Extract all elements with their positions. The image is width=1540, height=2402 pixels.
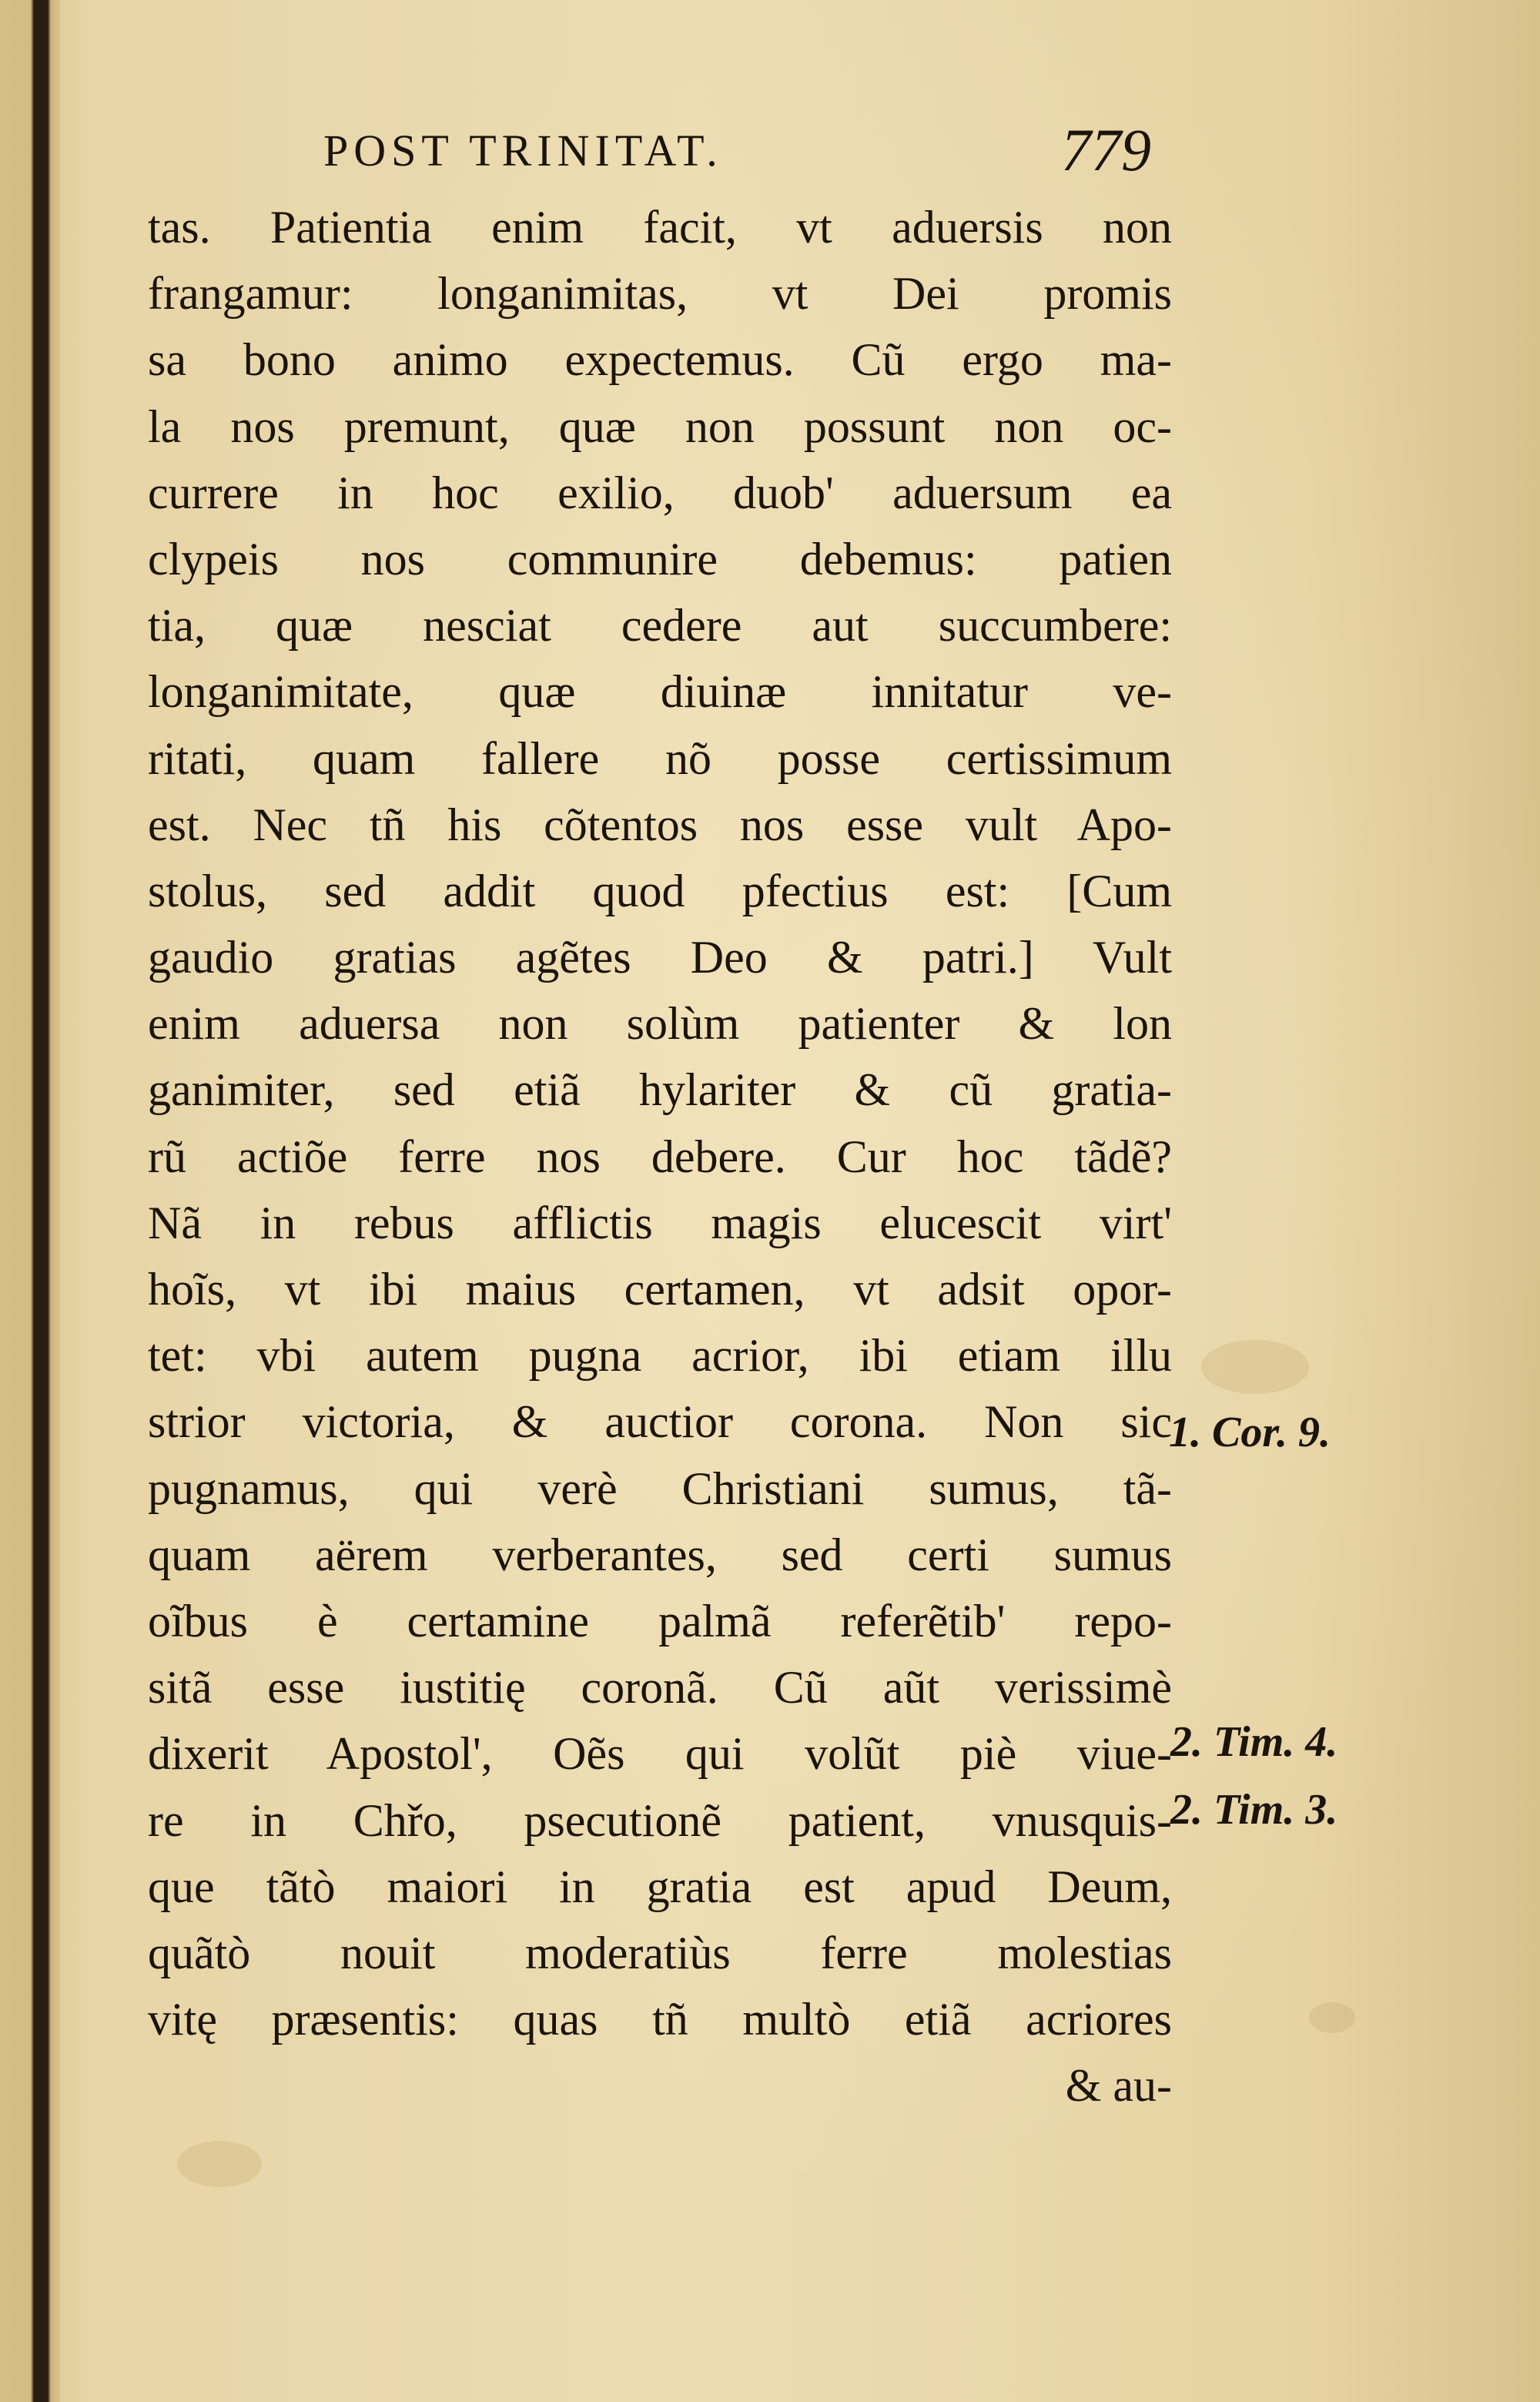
text-line: oĩbus è certamine palmã referẽtib' repo- [148,1595,1172,1647]
text-line: stolus, sed addit quod pfectius est: [Cum [148,865,1172,916]
body-text [148,194,1172,2119]
stain [1201,1340,1309,1394]
text-line: sa bono animo expectemus. Cũ ergo ma- [148,334,1172,386]
binding-edge [0,0,60,2402]
text-line: tas. Patientia enim facit, vt aduersis non [148,202,1172,253]
text-line: rũ actiõe ferre nos debere. Cur hoc tãdẽ? [148,1131,1172,1182]
stain [177,2141,262,2187]
margin-note-tim-3: 2. Tim. 3. [1170,1786,1338,1834]
text-line: pugnamus, qui verè Christiani sumus, tã- [148,1462,1172,1514]
running-head: POST TRINITAT. [323,126,723,176]
text-line: gaudio gratias agẽtes Deo & patri.] Vult [148,932,1172,983]
text-line: Nã in rebus afflictis magis elucescit virt' [148,1197,1172,1248]
text-line: sitã esse iustitię coronã. Cũ aũt verissimè [148,1662,1172,1714]
stain [1309,2002,1355,2033]
text-line: enim aduersa non solùm patienter & lon [148,998,1172,1050]
text-line: strior victoria, & auctior corona. Non sic [148,1396,1172,1448]
text-line: hoĩs, vt ibi maius certamen, vt adsit opor- [148,1264,1172,1315]
text-line: vitę præsentis: quas tñ multò etiã acriores [148,1994,1172,2045]
page-header [323,116,1170,193]
text-line: ganimiter, sed etiã hylariter & cũ gratia- [148,1064,1172,1116]
text-line: dixerit Apostol', Oẽs qui volũt piè viue- [148,1728,1172,1780]
margin-note-tim-4: 2. Tim. 4. [1170,1718,1338,1766]
text-line: quam aërem verberantes, sed certi sumus [148,1529,1172,1580]
catchword: & au- [1065,2060,1172,2112]
margin-note-cor: 1. Cor. 9. [1169,1409,1331,1456]
text-line: est. Nec tñ his cõtentos nos esse vult Apo- [148,799,1172,850]
text-line: que tãtò maiori in gratia est apud Deum, [148,1861,1172,1912]
text-line: tia, quæ nesciat cedere aut succumbere: [148,600,1172,652]
text-line: frangamur: longanimitas, vt Dei promis [148,268,1172,320]
page-number: 779 [1061,116,1151,183]
text-line: la nos premunt, quæ non possunt non oc- [148,400,1172,452]
text-line: clypeis nos communire debemus: patien [148,533,1172,585]
text-line: currere in hoc exilio, duob' aduersum ea [148,467,1172,518]
text-line: ritati, quam fallere nõ posse certissimum [148,732,1172,784]
text-line: quãtò nouit moderatiùs ferre molestias [148,1927,1172,1978]
text-line: re in Chřo, psecutionẽ patient, vnusquis- [148,1794,1172,1846]
text-line: tet: vbi autem pugna acrior, ibi etiam illu [148,1330,1172,1382]
text-line: longanimitate, quæ diuinæ innitatur ve- [148,666,1172,718]
